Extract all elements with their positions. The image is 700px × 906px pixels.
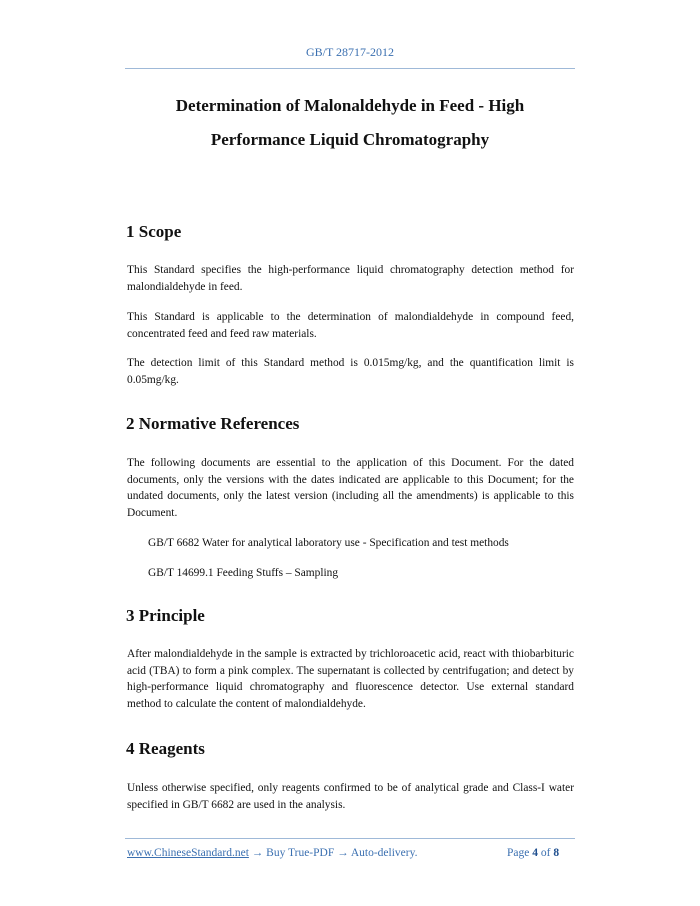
page-current: 4 — [532, 847, 538, 859]
page-label: Page — [507, 847, 533, 859]
scope-paragraph-2: This Standard is applicable to the determination of malondialdehyde in compound feed, concentrated feed and feed raw materials. — [127, 311, 574, 340]
footer-divider — [125, 838, 575, 839]
scope-paragraph-1: This Standard specifies the high-performance liquid chromatography detection method for malondialdehyde in feed. — [127, 264, 574, 293]
normative-paragraph: The following documents are essential to the application of this Document. For the dated documents, only the versions with the dates indicated are applicable to this Document; for the undated documents, only the latest version (including all the amendments) is applicable to this Document. — [127, 457, 574, 519]
page-total: 8 — [553, 847, 560, 859]
footer-buy-text: → Buy True-PDF → Auto-delivery. — [248, 847, 418, 859]
section-heading-scope: 1 Scope — [126, 222, 182, 241]
document-title-line-2: Performance Liquid Chromatography — [210, 130, 490, 149]
normative-reference-1: GB/T 6682 Water for analytical laboratory use - Specification and test methods — [148, 537, 509, 549]
website-link[interactable]: www.ChineseStandard.net — [127, 847, 249, 859]
scope-paragraph-3: The detection limit of this Standard method is 0.015mg/kg, and the quantification limit is 0.05mg/kg. — [127, 357, 574, 386]
page-of: of — [537, 847, 554, 859]
page-indicator — [507, 847, 559, 859]
principle-paragraph: After malondialdehyde in the sample is extracted by trichloroacetic acid, react with thiobarbituric acid (TBA) to form a pink complex. The supernatant is collected by centrifugation; and detect by high-performance liquid chromatography and fluorescence detector. Use external standard method to calculate the content of malondialdehyde. — [127, 648, 574, 710]
reagents-paragraph: Unless otherwise specified, only reagents confirmed to be of analytical grade and Class-I water specified in GB/T 6682 are used in the analysis. — [127, 782, 574, 811]
section-heading-normative-references: 2 Normative References — [126, 414, 300, 433]
document-title-line-1: Determination of Malonaldehyde in Feed - High — [175, 96, 525, 115]
document-code-header: GB/T 28717-2012 — [305, 45, 395, 59]
section-heading-principle: 3 Principle — [126, 606, 205, 625]
section-heading-reagents: 4 Reagents — [126, 739, 205, 758]
header-divider — [125, 68, 575, 69]
footer-promo — [127, 847, 417, 859]
normative-reference-2: GB/T 14699.1 Feeding Stuffs – Sampling — [148, 567, 339, 579]
